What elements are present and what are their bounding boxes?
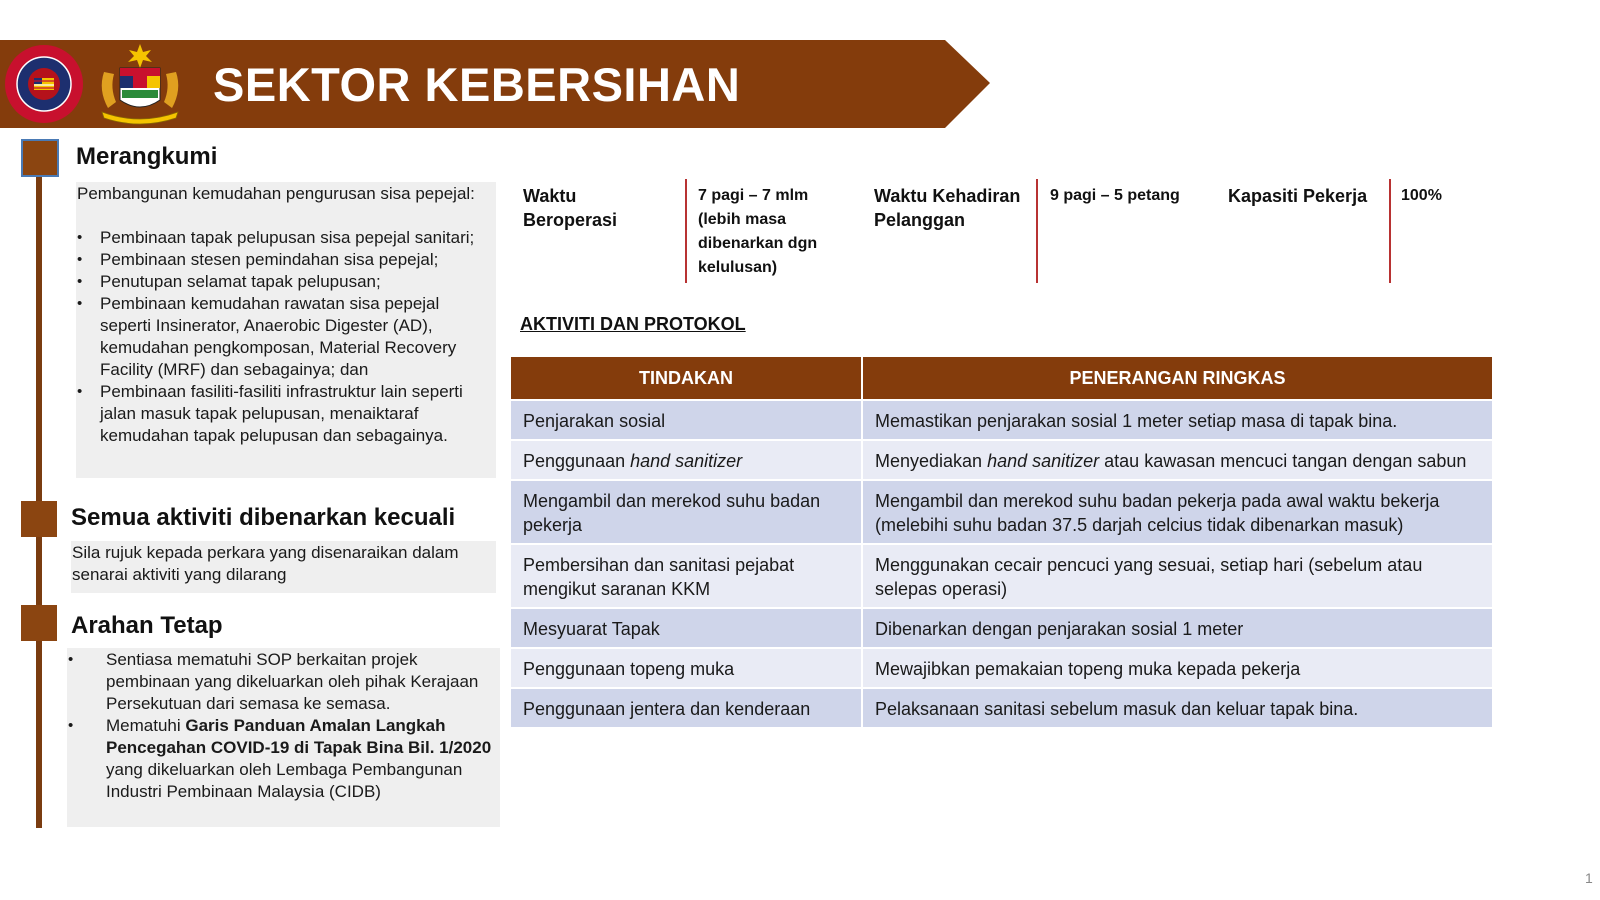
section-heading-merangkumi: Merangkumi [76, 143, 218, 170]
list-item: • Pembinaan tapak pelupusan sisa pepejal sanitari; [77, 227, 495, 249]
divider-line [1389, 179, 1391, 283]
page-title: SEKTOR KEBERSIHAN [213, 58, 741, 111]
nsc-emblem-icon [4, 44, 84, 124]
penerangan-prefix: Menyediakan [875, 451, 988, 471]
penerangan-suffix: atau kawasan mencuci tangan dengan sabun [1099, 451, 1467, 471]
table-row [511, 401, 1492, 441]
penerangan-cell [863, 441, 1492, 481]
penerangan-cell: Memastikan penjarakan sosial 1 meter setiap masa di tapak bina. [863, 401, 1492, 441]
aktiviti-title: AKTIVITI DAN PROTOKOL [520, 314, 746, 334]
header-banner [0, 40, 990, 128]
waktu-operasi-value: 7 pagi – 7 mlm (lebih masa dibenarkan dgn kelulusan) [698, 187, 818, 276]
table-row [511, 689, 1492, 729]
column-header-penerangan: PENERANGAN RINGKAS [863, 357, 1492, 401]
merangkumi-intro: Pembangunan kemudahan pengurusan sisa pepejal: [77, 184, 475, 203]
column-header-tindakan: TINDAKAN [511, 357, 863, 401]
penerangan-cell: Mewajibkan pemakaian topeng muka kepada pekerja [863, 649, 1492, 689]
list-item: • Pembinaan fasiliti-fasiliti infrastruktur lain seperti jalan masuk tapak pelupusan, menaiktaraf kemudahan tapak pelupusan dan sebagainya. [77, 381, 495, 447]
divider-line [685, 179, 687, 283]
list-item: • Pembinaan kemudahan rawatan sisa pepejal seperti Insinerator, Anaerobic Digester (AD), kemudahan pengkomposan, Material Recovery Facility (MRF) dan sebagainya; dan [77, 293, 495, 381]
kapasiti-label: Kapasiti Pekerja [1228, 186, 1368, 206]
arahan-text-suffix: yang dikeluarkan oleh Lembaga Pembangunan Industri Pembinaan Malaysia (CIDB) [106, 760, 463, 801]
tindakan-italic: hand sanitizer [630, 451, 743, 471]
tindakan-cell: Penjarakan sosial [511, 401, 863, 441]
penerangan-cell: Mengambil dan merekod suhu badan pekerja pada awal waktu bekerja (melebihi suhu badan 37.5 darjah celcius tidak dibenarkan masuk) [863, 481, 1492, 545]
tindakan-cell [511, 441, 863, 481]
arahan-text-prefix: Mematuhi [106, 716, 186, 735]
penerangan-cell: Dibenarkan dengan penjarakan sosial 1 meter [863, 609, 1492, 649]
section-marker [21, 605, 57, 641]
list-item: • Penutupan selamat tapak pelupusan; [77, 271, 495, 293]
section-marker [21, 501, 57, 537]
tindakan-cell: Penggunaan jentera dan kenderaan [511, 689, 863, 729]
penerangan-cell: Menggunakan cecair pencuci yang sesuai, setiap hari (sebelum atau selepas operasi) [863, 545, 1492, 609]
timeline-line [36, 160, 42, 828]
table-row [511, 649, 1492, 689]
tindakan-cell: Penggunaan topeng muka [511, 649, 863, 689]
penerangan-italic: hand sanitizer [987, 451, 1100, 471]
table-header-row [511, 357, 1492, 401]
list-item: • Pembinaan stesen pemindahan sisa pepejal; [77, 249, 495, 271]
penerangan-cell: Pelaksanaan sanitasi sebelum masuk dan keluar tapak bina. [863, 689, 1492, 729]
section-heading-semua: Semua aktiviti dibenarkan kecuali [71, 504, 456, 531]
arahan-list [68, 649, 500, 803]
semua-text: Sila rujuk kepada perkara yang disenaraikan dalam senarai aktiviti yang dilarang [72, 543, 459, 584]
tindakan-cell: Pembersihan dan sanitasi pejabat mengikut saranan KKM [511, 545, 863, 609]
page-number: 1 [1585, 870, 1593, 886]
list-item [68, 715, 500, 803]
merangkumi-list [77, 227, 495, 447]
section-heading-arahan: Arahan Tetap [71, 612, 223, 639]
tindakan-cell: Mengambil dan merekod suhu badan pekerja [511, 481, 863, 545]
waktu-kehadiran-value: 9 pagi – 5 petang [1050, 187, 1180, 204]
garis-panduan-title: Garis Panduan Amalan Langkah Pencegahan COVID-19 di Tapak Bina Bil. 1/2020 [106, 716, 492, 757]
tindakan-prefix: Penggunaan [523, 451, 631, 471]
tindakan-cell: Mesyuarat Tapak [511, 609, 863, 649]
divider-line [1036, 179, 1038, 283]
jata-negara-icon [90, 42, 190, 126]
protocol-table [511, 357, 1492, 729]
waktu-operasi-label: Waktu Beroperasi [523, 186, 618, 230]
list-item: • Sentiasa mematuhi SOP berkaitan projek pembinaan yang dikeluarkan oleh pihak Kerajaan Persekutuan dari semasa ke semasa. [68, 649, 500, 715]
table-row [511, 441, 1492, 481]
table-row [511, 609, 1492, 649]
table-row [511, 481, 1492, 545]
section-marker [21, 139, 59, 177]
table-row [511, 545, 1492, 609]
waktu-kehadiran-label: Waktu Kehadiran Pelanggan [874, 186, 1021, 230]
kapasiti-value: 100% [1401, 187, 1442, 204]
